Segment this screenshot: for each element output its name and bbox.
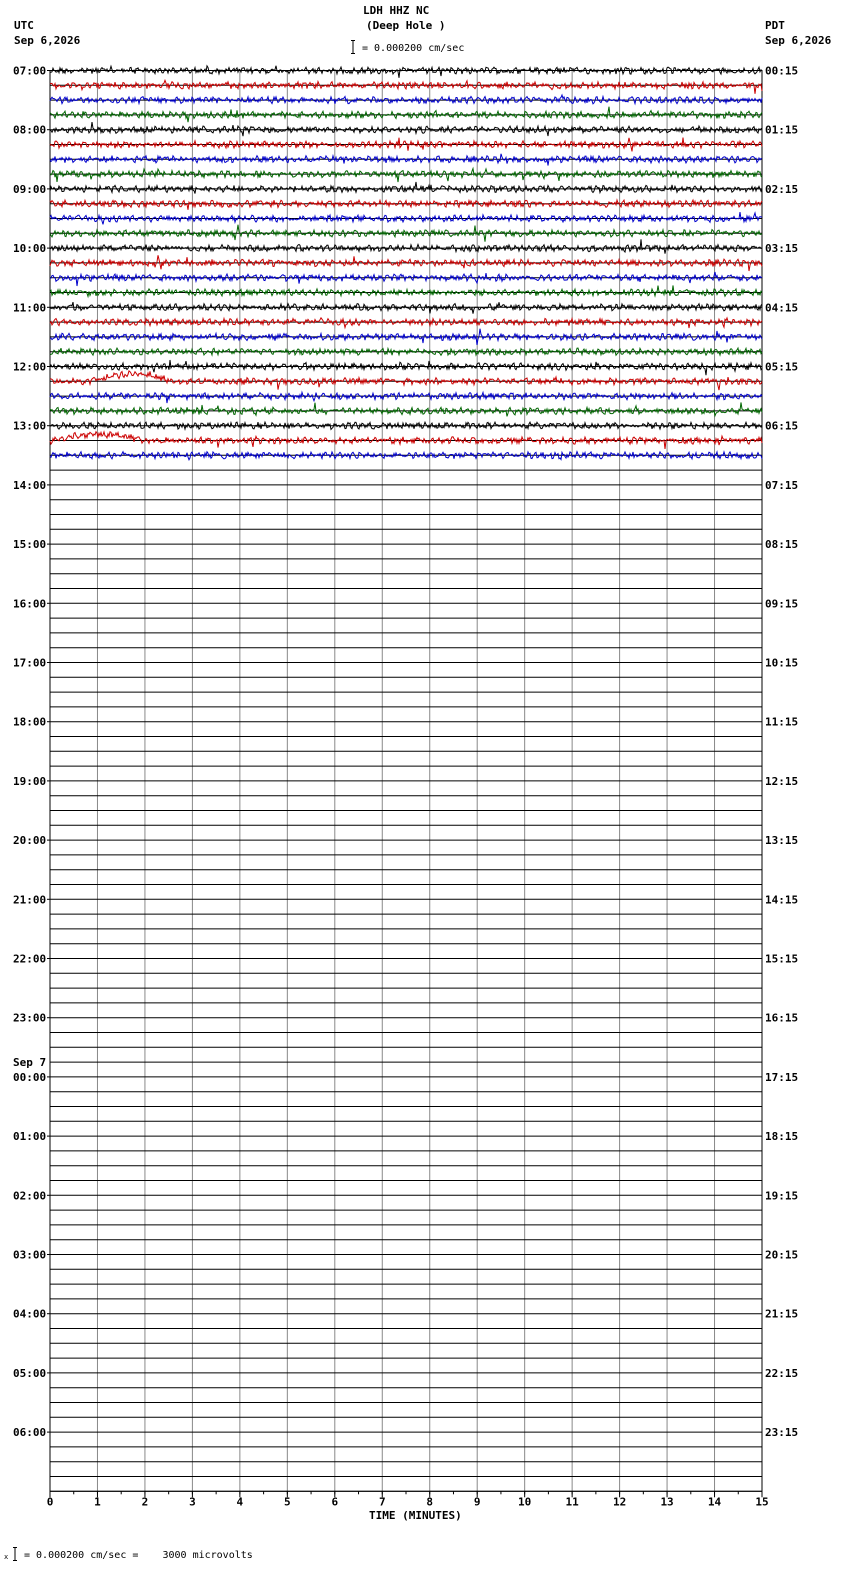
- left-hour-label: 20:00: [13, 834, 47, 848]
- trace-line: [50, 66, 762, 78]
- x-tick-label: 5: [284, 1495, 291, 1509]
- left-hour-label: 13:00: [13, 419, 47, 433]
- x-tick-label: 12: [612, 1495, 627, 1509]
- trace-line: [50, 80, 762, 94]
- right-hour-label: 21:15: [765, 1307, 799, 1321]
- right-hour-label: 20:15: [765, 1248, 799, 1262]
- right-hour-label: 03:15: [765, 242, 799, 256]
- x-tick-label: 0: [46, 1495, 54, 1509]
- right-hour-label: 11:15: [765, 715, 799, 729]
- left-hour-label: 18:00: [13, 715, 47, 729]
- trace-line: [50, 122, 762, 136]
- x-tick-label: 3: [189, 1495, 196, 1509]
- right-hour-label: 13:15: [765, 834, 799, 848]
- x-tick-label: 11: [565, 1495, 579, 1509]
- right-hour-label: 08:15: [765, 538, 799, 552]
- trace-line: [50, 403, 762, 417]
- right-hour-label: 05:15: [765, 360, 799, 374]
- left-hour-label: 14:00: [13, 478, 47, 492]
- right-hour-label: 02:15: [765, 182, 799, 196]
- left-hour-label: 02:00: [13, 1189, 47, 1203]
- header-subtitle: (Deep Hole ): [366, 19, 446, 32]
- right-date: Sep 6,2026: [765, 34, 832, 47]
- x-tick-label: 9: [473, 1495, 481, 1509]
- x-tick-label: 8: [426, 1495, 434, 1509]
- left-hour-label: 01:00: [13, 1130, 47, 1144]
- left-hour-label: 05:00: [13, 1366, 47, 1380]
- right-hour-label: 07:15: [765, 478, 799, 492]
- x-tick-label: 2: [141, 1495, 149, 1509]
- right-hour-label: 19:15: [765, 1189, 799, 1203]
- left-hour-label: 04:00: [13, 1307, 47, 1321]
- x-tick-label: 10: [518, 1495, 532, 1509]
- trace-line: [50, 200, 762, 210]
- left-hour-label: 06:00: [13, 1426, 47, 1440]
- header-scale: = 0.000200 cm/sec: [362, 43, 465, 54]
- left-hour-label: 00:00: [13, 1070, 47, 1084]
- x-tick-label: 14: [707, 1495, 722, 1509]
- left-hour-label: 12:00: [13, 360, 47, 374]
- right-hour-label: 15:15: [765, 952, 799, 966]
- left-hour-label: 22:00: [13, 952, 47, 966]
- right-hour-label: 23:15: [765, 1426, 799, 1440]
- x-tick-label: 15: [755, 1495, 769, 1509]
- right-hour-label: 10:15: [765, 656, 799, 670]
- left-hour-label: 07:00: [13, 64, 47, 78]
- left-hour-label: 23:00: [13, 1011, 47, 1025]
- trace-line: [50, 169, 762, 183]
- left-hour-label: 08:00: [13, 123, 47, 137]
- right-hour-label: 18:15: [765, 1130, 799, 1144]
- x-tick-label: 1: [94, 1495, 101, 1509]
- trace-line: [50, 272, 762, 286]
- right-hour-label: 06:15: [765, 419, 799, 433]
- footer-scale: = 0.000200 cm/sec = 3000 microvolts: [24, 1550, 253, 1561]
- left-hour-label: 19:00: [13, 774, 47, 788]
- footer-scale-icon: [4, 1546, 18, 1566]
- right-hour-label: 16:15: [765, 1011, 799, 1025]
- right-hour-label: 22:15: [765, 1366, 799, 1380]
- right-hour-label: 17:15: [765, 1070, 799, 1084]
- svg-text:x: x: [4, 1553, 9, 1561]
- trace-line: [50, 182, 762, 194]
- trace-line: [50, 285, 762, 296]
- trace-line: [50, 225, 762, 242]
- x-tick-label: 13: [660, 1495, 674, 1509]
- right-hour-label: 01:15: [765, 123, 799, 137]
- right-hour-label: 12:15: [765, 774, 799, 788]
- trace-line: [50, 318, 762, 328]
- left-hour-label: 11:00: [13, 301, 47, 315]
- right-hour-label: 00:15: [765, 64, 799, 78]
- header-title: LDH HHZ NC: [363, 4, 430, 17]
- left-hour-label: 15:00: [13, 538, 47, 552]
- right-hour-label: 04:15: [765, 301, 799, 315]
- left-hour-label: 03:00: [13, 1248, 47, 1262]
- trace-line: [50, 371, 762, 390]
- x-tick-label: 6: [331, 1495, 339, 1509]
- left-date: Sep 6,2026: [14, 34, 81, 47]
- left-hour-label: 21:00: [13, 893, 47, 907]
- left-timezone: UTC: [14, 19, 34, 32]
- x-axis-title: TIME (MINUTES): [369, 1509, 462, 1522]
- right-hour-label: 09:15: [765, 597, 799, 611]
- date-change-label: Sep 7: [13, 1055, 47, 1069]
- trace-line: [50, 239, 762, 253]
- left-hour-label: 10:00: [13, 242, 47, 256]
- trace-line: [50, 95, 762, 104]
- x-tick-label: 4: [236, 1495, 244, 1509]
- right-timezone: PDT: [765, 19, 785, 32]
- x-tick-label: 7: [378, 1495, 386, 1509]
- right-hour-label: 14:15: [765, 893, 799, 907]
- trace-line: [50, 302, 762, 314]
- trace-line: [50, 392, 762, 403]
- trace-line: [50, 360, 762, 375]
- left-hour-label: 17:00: [13, 656, 47, 670]
- left-hour-label: 16:00: [13, 597, 47, 611]
- left-hour-label: 09:00: [13, 182, 47, 196]
